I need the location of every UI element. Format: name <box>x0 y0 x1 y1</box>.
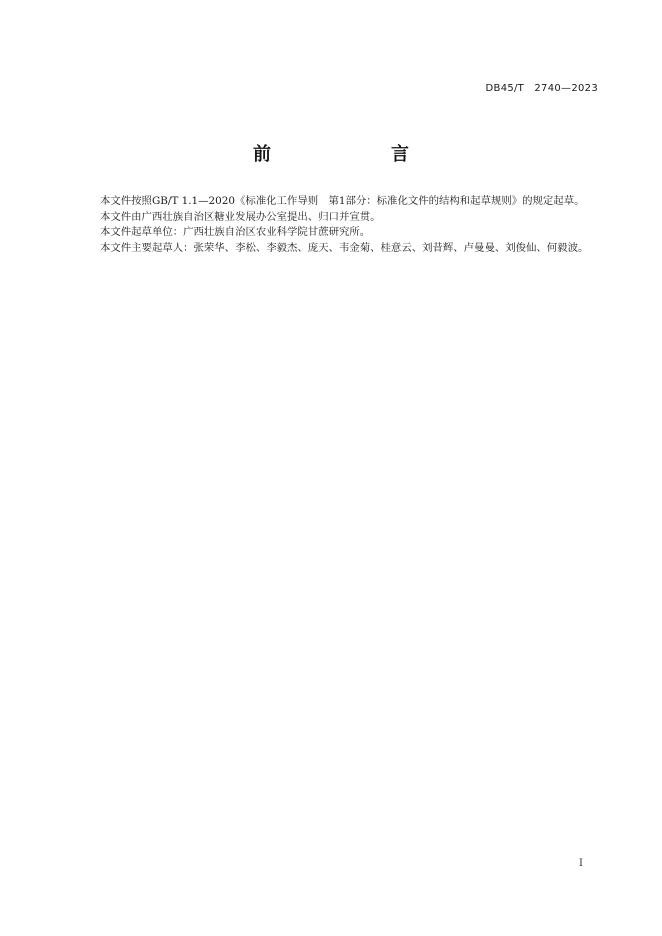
page-number: I <box>579 858 583 869</box>
paragraph-drafters: 本文件主要起草人：张荣华、李松、李毅杰、庞天、韦金菊、桂意云、刘昔辉、卢曼曼、刘俊仙、何毅波。 <box>100 241 589 254</box>
standard-code: DB45/T 2740—2023 <box>485 83 598 94</box>
paragraph-proposer: 本文件由广西壮族自治区糖业发展办公室提出、归口并宣贯。 <box>100 210 381 223</box>
page-title: 前 言 <box>253 144 437 165</box>
foreword-body <box>79 194 602 256</box>
paragraph-drafting-unit: 本文件起草单位：广西壮族自治区农业科学院甘蔗研究所。 <box>100 226 371 239</box>
paragraph-drafting-rules: 本文件按照GB/T 1.1—2020《标准化工作导则 第1部分：标准化文件的结构和起草规则》的规定起草。 <box>100 195 585 207</box>
